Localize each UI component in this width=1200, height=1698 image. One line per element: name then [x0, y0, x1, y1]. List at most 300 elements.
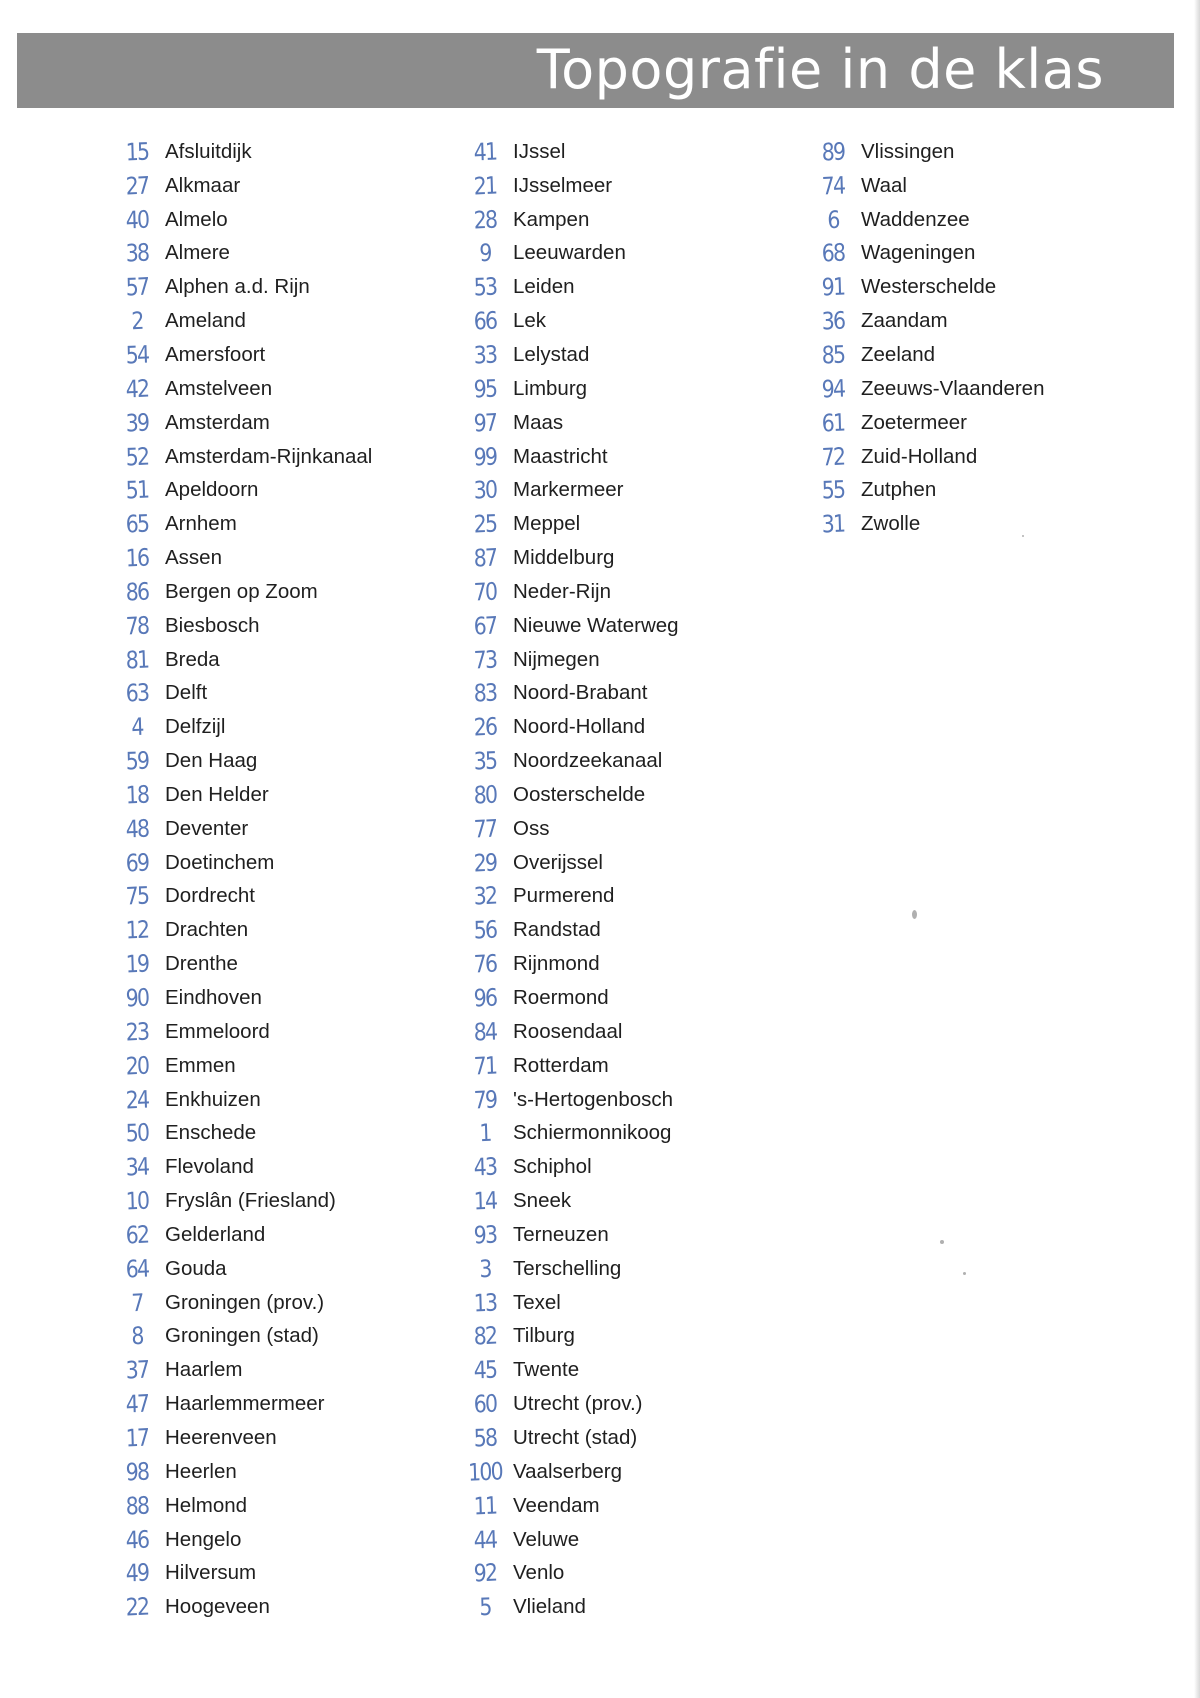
place-name: Almere — [165, 241, 230, 265]
handwritten-number: 6 — [826, 205, 840, 234]
place-name: Haarlemmermeer — [165, 1392, 325, 1416]
place-name: Twente — [513, 1358, 580, 1382]
handwritten-number: 66 — [473, 306, 497, 336]
list-item — [808, 237, 1138, 271]
handwritten-number: 16 — [125, 543, 149, 573]
place-name: Amersfoort — [165, 342, 266, 366]
list-item — [460, 1049, 790, 1083]
place-name: Noordzeekanaal — [513, 749, 663, 773]
place-name: Almelo — [165, 207, 228, 231]
handwritten-number: 29 — [473, 848, 497, 878]
handwritten-number: 43 — [473, 1152, 497, 1182]
list-item — [112, 1353, 442, 1387]
handwritten-number: 57 — [125, 272, 149, 302]
place-name: Neder-Rijn — [513, 579, 611, 603]
list-item — [112, 1184, 442, 1218]
place-name: Gelderland — [165, 1222, 266, 1246]
place-name: Texel — [513, 1290, 561, 1314]
list-item — [112, 1455, 442, 1489]
list-item — [808, 304, 1138, 338]
scan-speck — [912, 910, 917, 919]
list-item — [460, 338, 790, 372]
list-item — [112, 440, 442, 474]
handwritten-number: 91 — [821, 272, 845, 302]
place-name: IJssel — [513, 139, 566, 163]
list-item — [460, 1286, 790, 1320]
place-name: Assen — [165, 546, 222, 570]
handwritten-number: 92 — [473, 1558, 497, 1588]
list-item — [460, 440, 790, 474]
handwritten-number: 83 — [473, 678, 497, 708]
handwritten-number: 97 — [473, 408, 497, 438]
handwritten-number: 54 — [125, 340, 149, 370]
handwritten-number: 22 — [125, 1592, 149, 1622]
handwritten-number: 41 — [473, 137, 497, 167]
handwritten-number: 12 — [125, 915, 149, 945]
list-item — [112, 473, 442, 507]
handwritten-number: 58 — [473, 1423, 497, 1453]
list-item — [112, 507, 442, 541]
place-name: Utrecht (prov.) — [513, 1392, 643, 1416]
list-item — [460, 880, 790, 914]
list-item — [460, 981, 790, 1015]
handwritten-number: 86 — [125, 577, 149, 607]
list-item — [460, 1489, 790, 1523]
list-item — [112, 609, 442, 643]
handwritten-number: 26 — [473, 712, 497, 742]
place-name: Noord-Brabant — [513, 681, 648, 705]
place-name: Middelburg — [513, 546, 615, 570]
list-item — [460, 507, 790, 541]
handwritten-number: 5 — [478, 1592, 492, 1622]
place-name: Lek — [513, 309, 547, 333]
handwritten-number: 79 — [473, 1085, 497, 1115]
place-name: Deventer — [165, 816, 249, 840]
list-item — [808, 473, 1138, 507]
handwritten-number: 90 — [125, 983, 149, 1013]
handwritten-number: 84 — [473, 1017, 497, 1047]
list-item — [460, 778, 790, 812]
handwritten-number: 80 — [473, 780, 497, 810]
scan-speck — [963, 1272, 966, 1275]
list-item — [112, 1556, 442, 1590]
place-name: Meppel — [513, 512, 581, 536]
list-item — [112, 1218, 442, 1252]
place-name: Delfzijl — [165, 715, 226, 739]
handwritten-number: 53 — [473, 272, 497, 302]
place-name: Markermeer — [513, 478, 624, 502]
handwritten-number: 44 — [473, 1525, 497, 1554]
handwritten-number: 98 — [125, 1457, 149, 1487]
place-name: Zutphen — [861, 478, 937, 502]
list-item — [808, 203, 1138, 237]
handwritten-number: 7 — [130, 1288, 144, 1317]
handwritten-number: 51 — [125, 475, 149, 505]
list-item — [112, 778, 442, 812]
place-name: Fryslân (Friesland) — [165, 1189, 336, 1213]
handwritten-number: 25 — [473, 509, 497, 539]
list-item — [460, 473, 790, 507]
page-edge-shadow — [1194, 0, 1200, 1698]
place-name: Overijssel — [513, 850, 603, 874]
list-item — [112, 880, 442, 914]
place-name: Vaalserberg — [513, 1459, 623, 1483]
place-name: Schiermonnikoog — [513, 1121, 672, 1145]
handwritten-number: 94 — [821, 374, 845, 404]
list-item — [808, 507, 1138, 541]
place-name: Drenthe — [165, 952, 238, 976]
handwritten-number: 50 — [125, 1118, 149, 1148]
place-name: Delft — [165, 681, 208, 705]
place-name: Alkmaar — [165, 173, 241, 197]
handwritten-number: 48 — [125, 814, 149, 844]
list-item — [460, 270, 790, 304]
handwritten-number: 11 — [473, 1491, 497, 1521]
place-name: Randstad — [513, 918, 601, 942]
handwritten-number: 31 — [821, 509, 845, 539]
handwritten-number: 99 — [473, 442, 497, 471]
handwritten-number: 56 — [473, 915, 497, 945]
handwritten-number: 100 — [467, 1457, 503, 1487]
list-item — [112, 1150, 442, 1184]
handwritten-number: 34 — [125, 1152, 149, 1182]
place-name: Breda — [165, 647, 220, 671]
place-name: Nieuwe Waterweg — [513, 613, 679, 637]
place-name: Vlieland — [513, 1595, 586, 1619]
place-name: Dordrecht — [165, 884, 256, 908]
place-name: Oss — [513, 816, 550, 840]
list-item — [112, 1421, 442, 1455]
place-name: Rotterdam — [513, 1053, 609, 1077]
handwritten-number: 2 — [130, 306, 144, 336]
list-item — [112, 744, 442, 778]
list-item — [808, 440, 1138, 474]
list-item — [112, 947, 442, 981]
handwritten-number: 76 — [473, 949, 497, 979]
handwritten-number: 35 — [473, 746, 497, 776]
list-item — [460, 1523, 790, 1557]
list-item — [808, 338, 1138, 372]
handwritten-number: 42 — [125, 374, 149, 404]
list-item — [112, 812, 442, 846]
list-item — [808, 372, 1138, 406]
handwritten-number: 20 — [125, 1051, 149, 1081]
place-name: Terschelling — [513, 1256, 622, 1280]
handwritten-number: 10 — [125, 1186, 149, 1216]
list-item — [112, 237, 442, 271]
handwritten-number: 59 — [125, 746, 149, 776]
list-item — [112, 913, 442, 947]
list-item — [460, 1184, 790, 1218]
place-name: Leeuwarden — [513, 241, 626, 265]
handwritten-number: 15 — [125, 137, 149, 167]
handwritten-number: 19 — [125, 949, 149, 979]
place-name: Wageningen — [861, 241, 976, 265]
handwritten-number: 55 — [821, 475, 845, 505]
handwritten-number: 62 — [125, 1220, 149, 1250]
handwritten-number: 39 — [125, 408, 149, 438]
page-title: Topografie in de klas — [536, 38, 1104, 101]
handwritten-number: 78 — [125, 611, 149, 641]
place-name: Terneuzen — [513, 1222, 609, 1246]
list-item — [460, 237, 790, 271]
place-name: Veluwe — [513, 1527, 580, 1551]
place-name: Groningen (prov.) — [165, 1290, 325, 1314]
handwritten-number: 46 — [125, 1525, 149, 1554]
handwritten-number: 63 — [125, 678, 149, 708]
handwritten-number: 47 — [125, 1389, 149, 1419]
list-item — [460, 643, 790, 677]
handwritten-number: 72 — [821, 442, 845, 471]
place-name: Utrecht (stad) — [513, 1425, 638, 1449]
list-item — [460, 710, 790, 744]
place-name: Zeeuws-Vlaanderen — [861, 376, 1045, 400]
handwritten-number: 13 — [473, 1288, 497, 1318]
list-item — [460, 913, 790, 947]
handwritten-number: 24 — [125, 1085, 149, 1115]
title-banner — [17, 33, 1174, 108]
handwritten-number: 67 — [473, 611, 497, 641]
place-name: Zwolle — [861, 512, 921, 536]
handwritten-number: 45 — [473, 1355, 497, 1385]
place-name: Apeldoorn — [165, 478, 259, 502]
place-name: Gouda — [165, 1256, 227, 1280]
handwritten-number: 73 — [473, 645, 497, 675]
place-name: Den Haag — [165, 749, 258, 773]
place-name: Zeeland — [861, 342, 936, 366]
list-item — [112, 406, 442, 440]
scan-speck — [940, 1240, 944, 1244]
place-name: Maastricht — [513, 444, 608, 468]
handwritten-number: 77 — [473, 814, 497, 844]
list-item — [460, 1083, 790, 1117]
handwritten-number: 95 — [473, 374, 497, 404]
place-name: Afsluitdijk — [165, 139, 252, 163]
place-name: Haarlem — [165, 1358, 243, 1382]
handwritten-number: 87 — [473, 543, 497, 573]
place-name: Kampen — [513, 207, 590, 231]
handwritten-number: 38 — [125, 238, 149, 268]
handwritten-number: 32 — [473, 882, 497, 911]
place-name: Nijmegen — [513, 647, 600, 671]
list-item — [112, 1049, 442, 1083]
place-name: Leiden — [513, 275, 575, 299]
list-item — [460, 169, 790, 203]
list-item — [112, 710, 442, 744]
handwritten-number: 37 — [125, 1355, 149, 1385]
list-item — [112, 1116, 442, 1150]
list-item — [460, 846, 790, 880]
list-item — [112, 677, 442, 711]
handwritten-number: 36 — [821, 306, 845, 336]
list-item — [808, 135, 1138, 169]
handwritten-number: 14 — [473, 1186, 497, 1216]
place-name: Sneek — [513, 1189, 572, 1213]
list-item — [460, 203, 790, 237]
handwritten-number: 21 — [473, 171, 497, 201]
place-name: Arnhem — [165, 512, 237, 536]
list-item — [112, 1387, 442, 1421]
place-name: Flevoland — [165, 1155, 254, 1179]
place-name: Rijnmond — [513, 952, 600, 976]
handwritten-number: 93 — [473, 1220, 497, 1250]
list-item — [808, 270, 1138, 304]
list-item — [112, 372, 442, 406]
handwritten-number: 1 — [478, 1119, 492, 1148]
list-item — [460, 1455, 790, 1489]
place-name: Zuid-Holland — [861, 444, 978, 468]
handwritten-number: 65 — [125, 509, 149, 539]
place-name: IJsselmeer — [513, 173, 613, 197]
handwritten-number: 3 — [478, 1254, 492, 1283]
scan-speck — [1022, 535, 1024, 537]
place-name: Amstelveen — [165, 376, 273, 400]
list-item — [460, 372, 790, 406]
place-name: Heerlen — [165, 1459, 237, 1483]
list-item — [460, 1421, 790, 1455]
list-item — [460, 1218, 790, 1252]
list-item — [112, 203, 442, 237]
list-item — [460, 1116, 790, 1150]
list-item — [460, 744, 790, 778]
handwritten-number: 60 — [473, 1389, 497, 1419]
place-name: Tilburg — [513, 1324, 575, 1348]
place-name: Limburg — [513, 376, 588, 400]
handwritten-number: 30 — [473, 475, 497, 505]
place-name: Amsterdam-Rijnkanaal — [165, 444, 373, 468]
list-item — [460, 135, 790, 169]
list-item — [112, 304, 442, 338]
list-item — [460, 812, 790, 846]
place-name: Enkhuizen — [165, 1087, 261, 1111]
topography-list-column-3 — [808, 135, 1138, 541]
list-item — [460, 609, 790, 643]
list-item — [460, 1015, 790, 1049]
place-name: Maas — [513, 410, 564, 434]
list-item — [808, 169, 1138, 203]
handwritten-number: 64 — [125, 1254, 149, 1284]
list-item — [460, 575, 790, 609]
list-item — [112, 1320, 442, 1354]
handwritten-number: 9 — [478, 239, 492, 268]
place-name: Emmeloord — [165, 1019, 270, 1043]
handwritten-number: 75 — [125, 882, 149, 911]
handwritten-number: 88 — [125, 1491, 149, 1521]
handwritten-number: 27 — [125, 171, 149, 201]
place-name: Ameland — [165, 309, 246, 333]
list-item — [460, 1320, 790, 1354]
place-name: Amsterdam — [165, 410, 270, 434]
place-name: Zoetermeer — [861, 410, 967, 434]
place-name: Venlo — [513, 1561, 565, 1585]
list-item — [112, 541, 442, 575]
place-name: Heerenveen — [165, 1425, 277, 1449]
place-name: Purmerend — [513, 884, 615, 908]
place-name: Noord-Holland — [513, 715, 646, 739]
place-name: Lelystad — [513, 342, 590, 366]
topography-list-column-1 — [112, 135, 442, 1624]
place-name: Biesbosch — [165, 613, 260, 637]
list-item — [460, 677, 790, 711]
list-item — [460, 1387, 790, 1421]
handwritten-number: 28 — [473, 205, 497, 235]
place-name: Drachten — [165, 918, 249, 942]
place-name: Emmen — [165, 1053, 236, 1077]
place-name: Eindhoven — [165, 986, 262, 1010]
place-name: Den Helder — [165, 782, 269, 806]
list-item — [460, 947, 790, 981]
list-item — [460, 1252, 790, 1286]
list-item — [808, 406, 1138, 440]
list-item — [112, 643, 442, 677]
list-item — [112, 1489, 442, 1523]
handwritten-number: 85 — [821, 340, 845, 370]
list-item — [112, 169, 442, 203]
list-item — [460, 1556, 790, 1590]
handwritten-number: 4 — [130, 713, 144, 742]
place-name: 's-Hertogenbosch — [513, 1087, 674, 1111]
place-name: Bergen op Zoom — [165, 579, 318, 603]
list-item — [112, 1286, 442, 1320]
list-item — [112, 1015, 442, 1049]
handwritten-number: 33 — [473, 340, 497, 370]
topography-list-column-2 — [460, 135, 790, 1624]
list-item — [112, 846, 442, 880]
place-name: Doetinchem — [165, 850, 275, 874]
list-item — [112, 338, 442, 372]
place-name: Enschede — [165, 1121, 257, 1145]
list-item — [112, 575, 442, 609]
list-item — [112, 1083, 442, 1117]
handwritten-number: 89 — [821, 137, 845, 167]
handwritten-number: 69 — [125, 848, 149, 878]
place-name: Groningen (stad) — [165, 1324, 319, 1348]
list-item — [460, 541, 790, 575]
handwritten-number: 74 — [821, 171, 845, 201]
list-item — [112, 135, 442, 169]
handwritten-number: 49 — [125, 1558, 149, 1588]
place-name: Schiphol — [513, 1155, 592, 1179]
place-name: Veendam — [513, 1493, 600, 1517]
list-item — [460, 406, 790, 440]
place-name: Westerschelde — [861, 275, 997, 299]
place-name: Roosendaal — [513, 1019, 623, 1043]
handwritten-number: 81 — [125, 645, 149, 675]
place-name: Hilversum — [165, 1561, 257, 1585]
handwritten-number: 70 — [473, 577, 497, 607]
place-name: Zaandam — [861, 309, 948, 333]
handwritten-number: 96 — [473, 983, 497, 1013]
handwritten-number: 61 — [821, 408, 845, 438]
handwritten-number: 82 — [473, 1321, 497, 1351]
list-item — [460, 304, 790, 338]
place-name: Helmond — [165, 1493, 248, 1517]
list-item — [112, 270, 442, 304]
place-name: Waal — [861, 173, 907, 197]
list-item — [460, 1590, 790, 1624]
handwritten-number: 8 — [130, 1322, 144, 1351]
list-item — [112, 981, 442, 1015]
list-item — [112, 1590, 442, 1624]
place-name: Hengelo — [165, 1527, 242, 1551]
handwritten-number: 17 — [125, 1423, 149, 1453]
list-item — [460, 1353, 790, 1387]
handwritten-number: 23 — [125, 1017, 149, 1047]
handwritten-number: 71 — [473, 1051, 497, 1081]
handwritten-number: 40 — [125, 205, 149, 235]
place-name: Roermond — [513, 986, 609, 1010]
handwritten-number: 18 — [125, 780, 149, 810]
